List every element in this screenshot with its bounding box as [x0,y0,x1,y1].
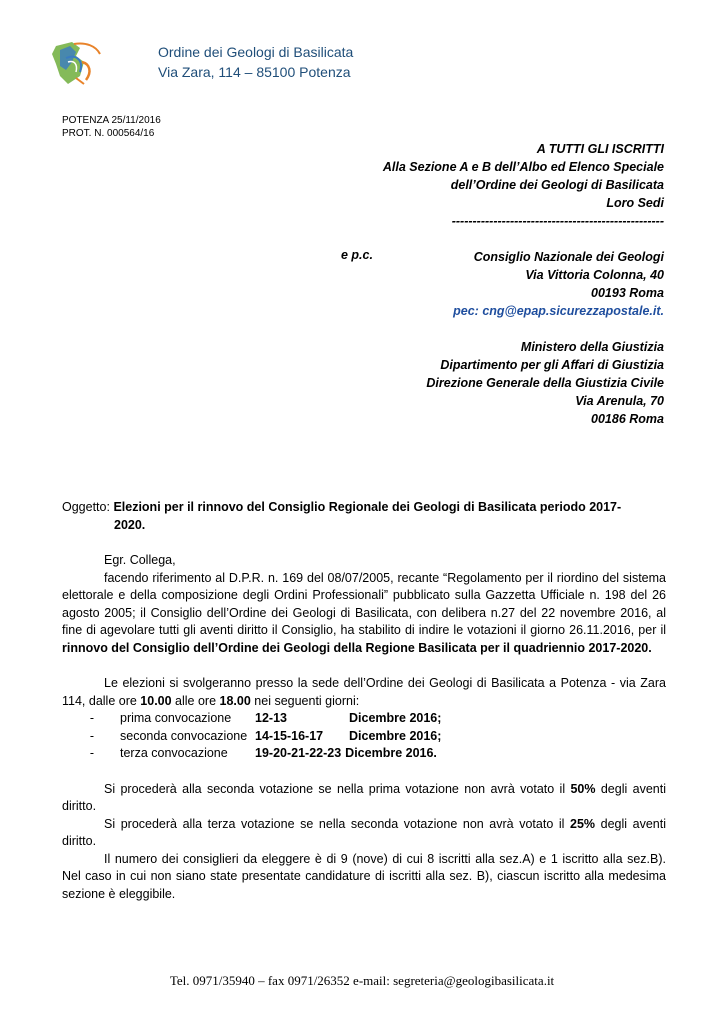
subject-block [62,498,662,534]
recipient-separator: --------------------------------------------------- [451,214,664,228]
paragraph-second-vote: Si procederà alla seconda votazione se nella prima votazione non avrà votato il 50% degli aventi diritto. [62,781,666,813]
pec-email-link[interactable]: pec: cng@epap.sicurezzapostale.it. [453,304,664,318]
convocation-row: - seconda convocazione 14-15-16-17 Dicembre 2016; [89,728,442,743]
recipient-line: dell’Ordine dei Geologi di Basilicata [450,178,664,192]
recipient-line: Consiglio Nazionale dei Geologi [473,250,664,264]
convocation-row: - prima convocazione 12-13 Dicembre 2016; [89,711,442,725]
org-header [158,42,353,82]
cc-label: e p.c. [341,248,373,262]
paragraph-intro: facendo riferimento al D.P.R. n. 169 del 08/07/2005, recante “Regolamento per il riordino del sistema elettorale e della composizione degli Ordini Professionali” pubblicato sulla Gazzetta Ufficiale n. 198 del 26 agosto 2005; il Consiglio dell’Ordine dei Geologi di Basilicata, con delibera n.27 del 22 novembre 2016, al fine di agevolare tutti gli aventi diritto il Consiglio, ha stabilito di indire le votazioni il giorno 26.11.2016, per il rinnovo del Consiglio dell’Ordine dei Geologi della Regione Basilicata per il quadriennio 2017-2020. [62,570,666,655]
recipient-line: Via Arenula, 70 [575,394,664,408]
org-address: Via Zara, 114 – 85100 Potenza [158,64,351,80]
convocation-row: - terza convocazione 19-20-21-22-23 Dicembre 2016. [89,746,437,760]
subject-title-cont: 2020. [114,518,146,532]
org-logo-icon [46,36,102,90]
letter-body [62,552,666,903]
recipient-line: A TUTTI GLI ISCRITTI [536,142,664,156]
protocol-block [62,114,161,140]
recipient-line: Dipartimento per gli Affari di Giustizia [440,358,664,372]
protocol-date: POTENZA 25/11/2016 [62,115,161,126]
paragraph-intro-bold: rinnovo del Consiglio dell’Ordine dei Geologi della Regione Basilicata per il quadriennio 2017-2020. [62,640,652,655]
recipient-cc-ministry [426,338,664,428]
recipient-cc-cng [453,248,664,320]
greeting: Egr. Collega, [104,553,176,567]
recipient-line: Ministero della Giustizia [520,340,664,354]
paragraph-councillors: Il numero dei consiglieri da eleggere è di 9 (nove) di cui 8 iscritti alla sez.A) e 1 iscritto alla sez.B). Nel caso in cui non siano state presentate candidature di iscritti alla sez. B), ciascun iscritto alla medesima sezione è eleggibile. [62,851,666,901]
protocol-number: PROT. N. 000564/16 [62,128,155,139]
recipient-line: Direzione Generale della Giustizia Civile [426,376,664,390]
paragraph-third-vote: Si procederà alla terza votazione se nella seconda votazione non avrà votato il 25% degli aventi diritto. [62,816,666,848]
recipient-line: Via Vittoria Colonna, 40 [525,268,664,282]
recipient-line: 00193 Roma [591,286,664,300]
subject-title: Elezioni per il rinnovo del Consiglio Regionale dei Geologi di Basilicata periodo 2017- [113,500,622,514]
recipient-line: 00186 Roma [591,412,664,426]
org-name: Ordine dei Geologi di Basilicata [158,44,354,60]
footer-contacts: Tel. 0971/35940 – fax 0971/26352 e-mail: segreteria@geologibasilicata.it [169,973,555,988]
recipient-primary [383,140,664,230]
recipient-line: Loro Sedi [606,196,664,210]
paragraph-elections: Le elezioni si svolgeranno presso la sede dell’Ordine dei Geologi di Basilicata a Potenza - via Zara 114, dalle ore 10.00 alle ore 18.00 nei seguenti giorni: [62,676,666,708]
subject-label: Oggetto: [62,500,114,514]
recipient-line: Alla Sezione A e B dell’Albo ed Elenco Speciale [382,160,664,174]
